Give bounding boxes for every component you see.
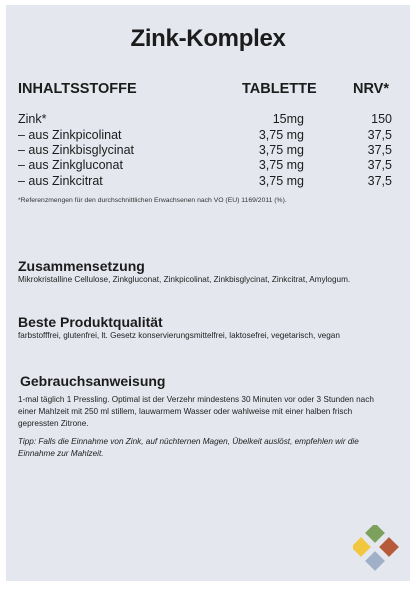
row-tablet: 3,75 mg [258, 158, 304, 172]
composition-heading: Zusammensetzung [18, 258, 145, 274]
row-tablet: 3,75 mg [258, 128, 304, 142]
table-header-tablet: TABLETTE [242, 81, 317, 97]
logo-tile-top [365, 525, 385, 543]
row-nrv: 37,5 [367, 143, 392, 157]
composition-text: Mikrokristalline Cellulose, Zinkgluconat, Zinkpicolinat, Zinkbisglycinat, Zinkcitrat, Amylogum. [18, 275, 351, 284]
usage-text: 1-mal täglich 1 Pressling. Optimal ist der Verzehr mindestens 30 Minuten vor oder 3 Stunden nach einer Mahlzeit mit 250 ml stillem, lauwarmem Wasser oder wahlweise mit einer halben frisch gepressten Zitrone. [18, 395, 374, 428]
logo-tile-bottom [365, 551, 385, 571]
row-name: Zink* [18, 112, 47, 126]
logo-tile-left [353, 537, 371, 557]
table-row [6, 128, 410, 144]
nrv-footnote: *Referenzmengen für den durchschnittlichen Erwachsenen nach VO (EU) 1169/2011 (%). [18, 197, 287, 204]
nutrition-label-card [6, 5, 410, 581]
row-nrv: 150 [371, 112, 392, 126]
usage-heading: Gebrauchsanweisung [20, 373, 166, 389]
row-tablet: 15mg [272, 112, 304, 126]
row-nrv: 37,5 [367, 174, 392, 188]
quality-text: farbstofffrei, glutenfrei, lt. Gesetz konservierungsmittelfrei, laktosefrei, vegetarisch, vegan [18, 331, 340, 340]
row-name: – aus Zinkcitrat [18, 174, 103, 188]
row-name: – aus Zinkbisglycinat [18, 143, 135, 157]
table-row [6, 143, 410, 159]
usage-tip: Tipp: Falls die Einnahme von Zink, auf nüchternen Magen, Übelkeit auslöst, empfehlen wir die Einnahme zur Mahlzeit. [18, 437, 359, 458]
page-title: Zink-Komplex [130, 25, 286, 52]
table-header-nrv: NRV* [353, 81, 389, 97]
table-row [6, 112, 410, 128]
table-header-ingredients: INHALTSSTOFFE [18, 81, 137, 97]
logo-tile-right [379, 537, 399, 557]
diamond-logo-icon [353, 525, 399, 571]
row-nrv: 37,5 [367, 128, 392, 142]
row-name: – aus Zinkgluconat [18, 158, 123, 172]
table-row [6, 174, 410, 190]
table-row [6, 158, 410, 174]
row-tablet: 3,75 mg [258, 143, 304, 157]
quality-heading: Beste Produktqualität [18, 314, 163, 330]
row-nrv: 37,5 [367, 158, 392, 172]
row-name: – aus Zinkpicolinat [18, 128, 122, 142]
row-tablet: 3,75 mg [258, 174, 304, 188]
